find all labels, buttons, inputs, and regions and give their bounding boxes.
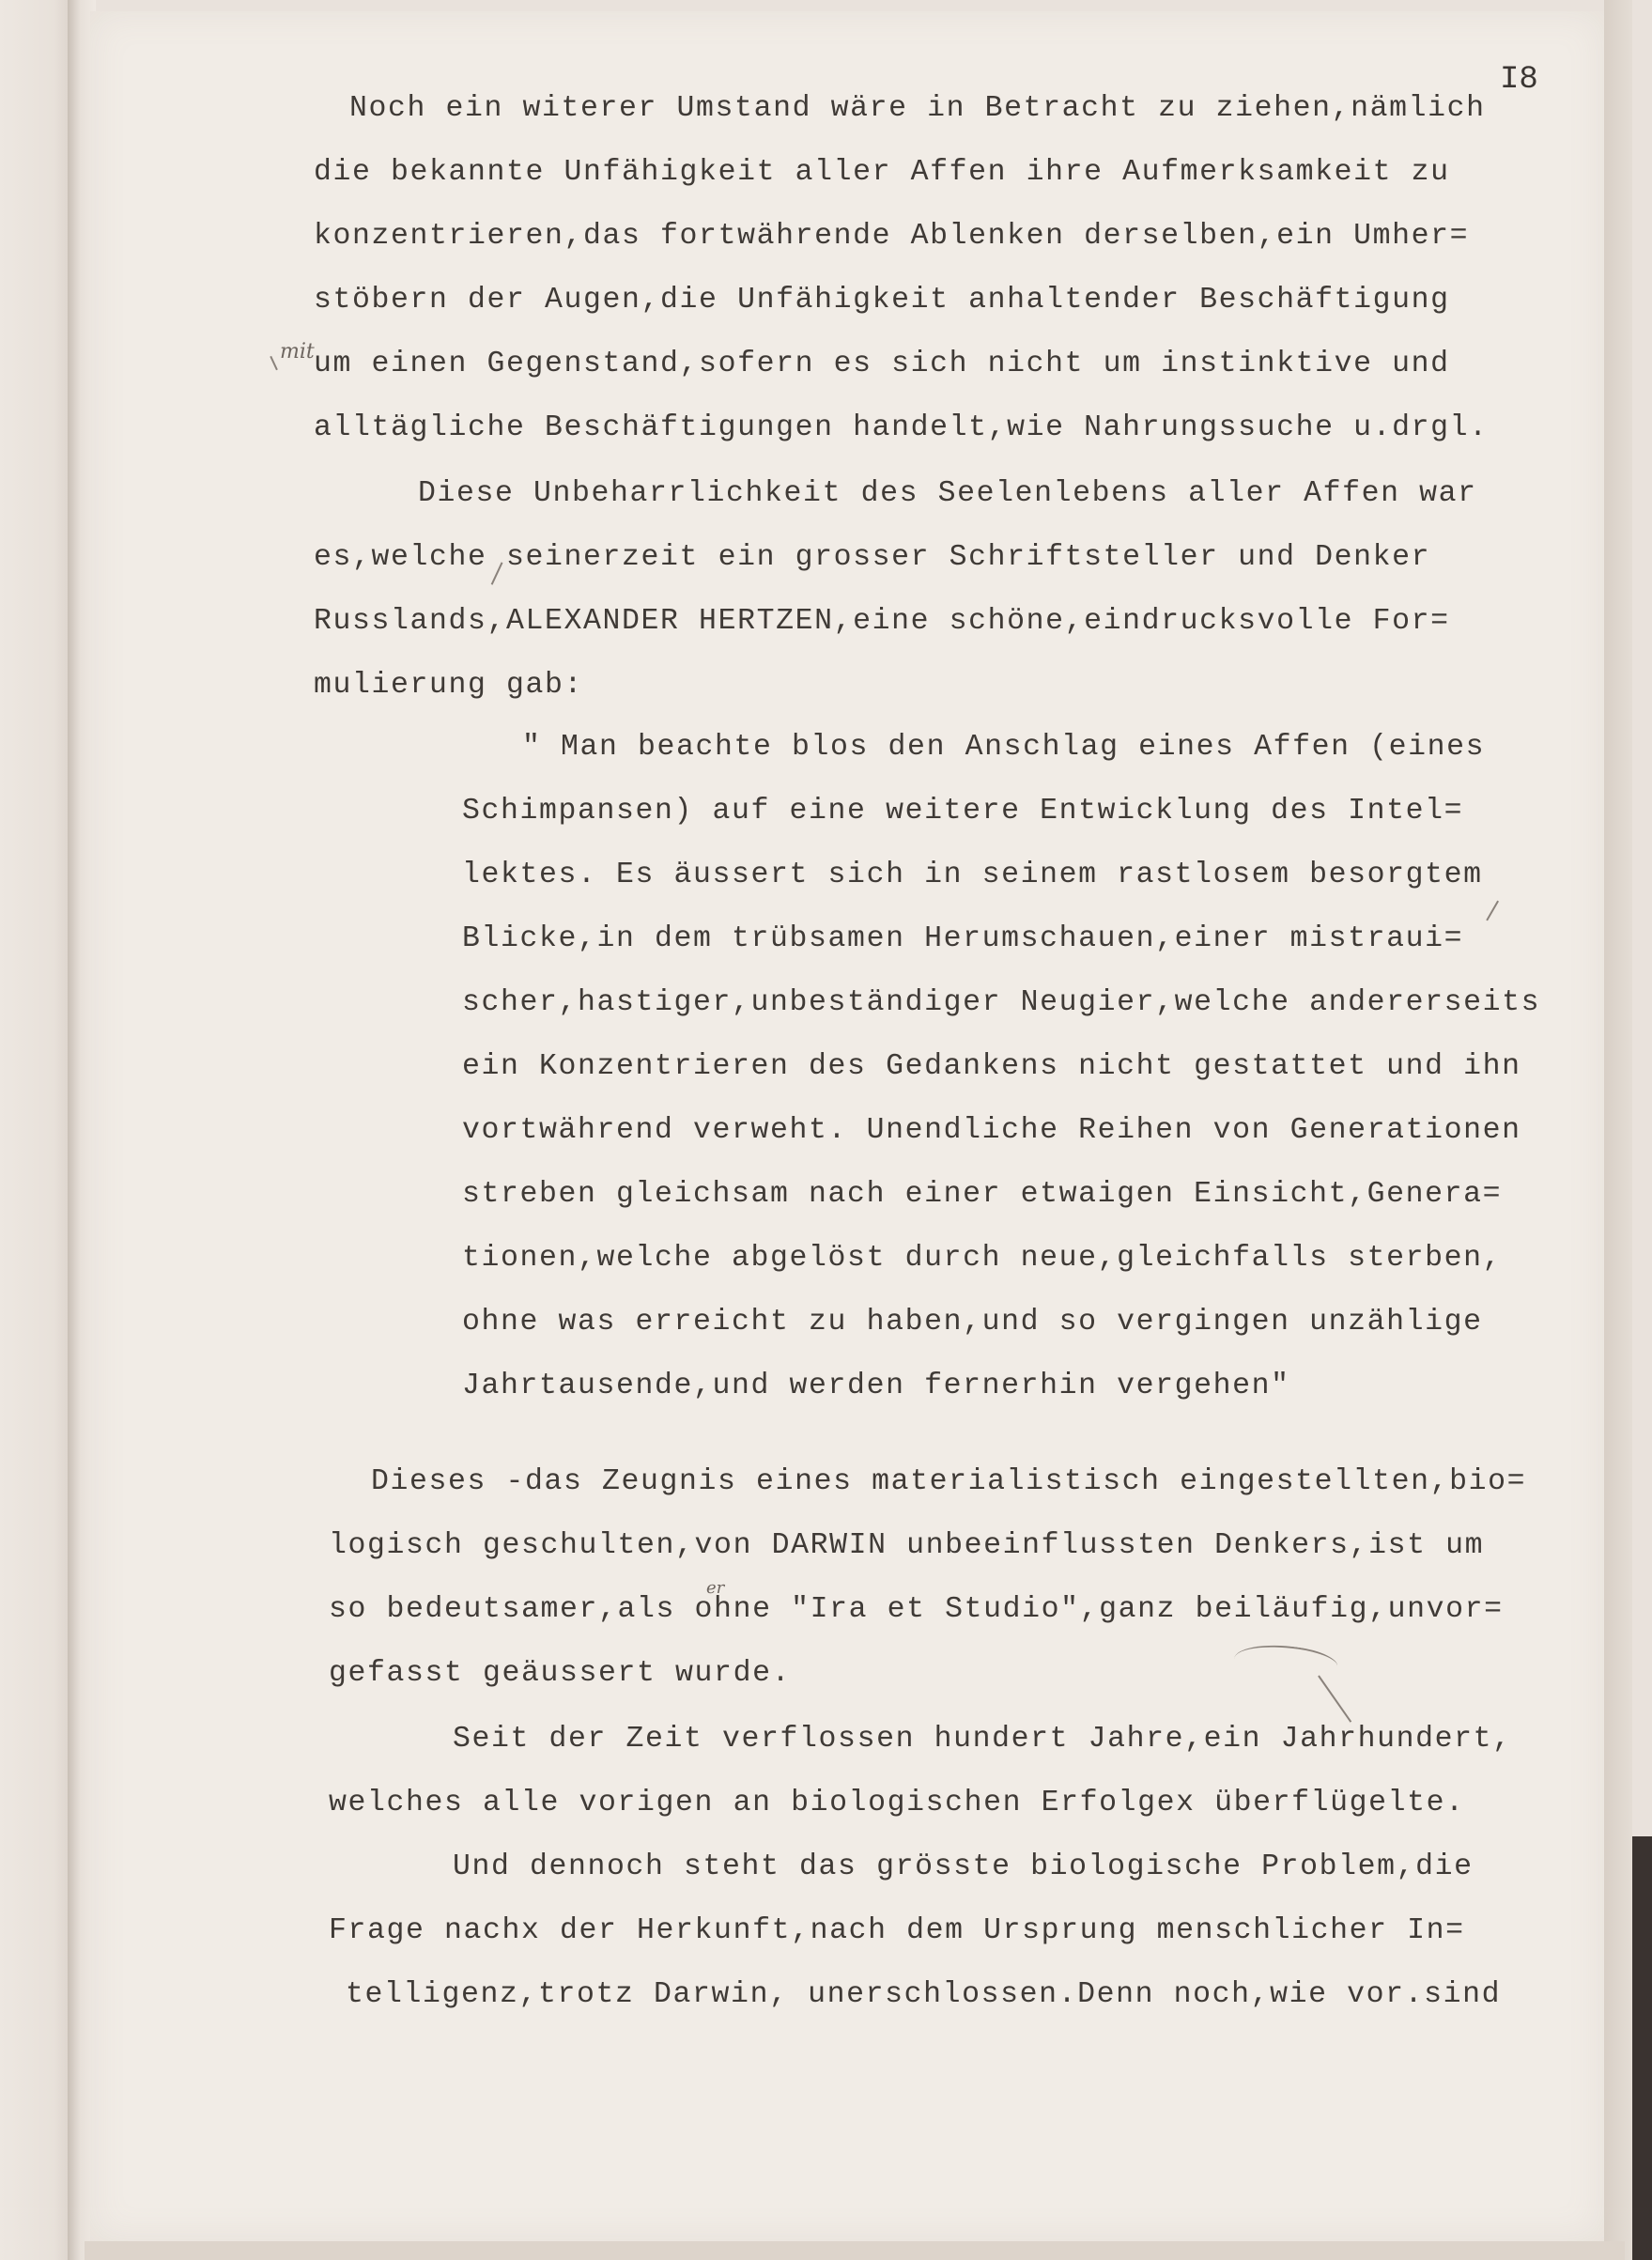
page-bottom-edge (85, 2241, 1625, 2260)
quote-line: scher,hastiger,unbeständiger Neugier,welche andererseits (462, 986, 1541, 1019)
quote-line: Schimpansen) auf eine weitere Entwicklung des Intel= (462, 795, 1464, 828)
quote-line: ohne was erreicht zu haben,und so vergingen unzählige (462, 1306, 1483, 1339)
text-line: stöbern der Augen,die Unfähigkeit anhaltender Beschäftigung (314, 284, 1450, 317)
text-line: Diese Unbeharrlichkeit des Seelenlebens aller Affen war (418, 477, 1477, 510)
text-line: konzentrieren,das fortwährende Ablenken derselben,ein Umher= (314, 220, 1470, 253)
text-line: es,welche seinerzeit ein grosser Schriftsteller und Denker (314, 541, 1431, 574)
facing-page-edge (0, 0, 77, 2260)
text-line: Noch ein witerer Umstand wäre in Betracht zu ziehen,nämlich (349, 92, 1486, 125)
quote-line: ein Konzentrieren des Gedankens nicht gestattet und ihn (462, 1050, 1521, 1083)
quote-line: Jahrtausende,und werden fernerhin vergehen" (462, 1370, 1290, 1402)
text-line: Und dennoch steht das grösste biologische Problem,die (453, 1850, 1474, 1883)
page-number: I8 (1500, 62, 1538, 98)
text-line: mulierung gab: (314, 669, 584, 702)
text-line: die bekannte Unfähigkeit aller Affen ihre Aufmerksamkeit zu (314, 156, 1450, 189)
text-line: gefasst geäussert wurde. (329, 1657, 792, 1690)
text-line: so bedeutsamer,als ohne "Ira et Studio",ganz beiläufig,unvor= (329, 1593, 1504, 1626)
quote-line: " Man beachte blos den Anschlag eines Affen (eines (522, 731, 1486, 764)
handwritten-insertion-mit: mit (280, 340, 315, 364)
text-line: Frage nachx der Herkunft,nach dem Ursprung menschlicher In= (329, 1914, 1465, 1947)
text-line: um einen Gegenstand,sofern es sich nicht um instinktive und (314, 348, 1450, 380)
handwritten-insertion-er: er (706, 1578, 725, 1598)
text-line: alltägliche Beschäftigungen handelt,wie Nahrungssuche u.drgl. (314, 411, 1489, 444)
quote-line: tionen,welche abgelöst durch neue,gleichfalls sterben, (462, 1242, 1503, 1275)
background-strip (1632, 1836, 1652, 2260)
quote-line: vortwährend verweht. Unendliche Reihen von Generationen (462, 1114, 1521, 1147)
quote-line: Blicke,in dem trübsamen Herumschauen,einer mistraui= (462, 922, 1464, 955)
quote-line: lektes. Es äussert sich in seinem rastlosem besorgtem (462, 859, 1483, 891)
page-right-edge (1604, 0, 1632, 2260)
text-line: telligenz,trotz Darwin, unerschlossen.Denn noch,wie vor.sind (346, 1978, 1502, 2011)
text-line: Dieses -das Zeugnis eines materialistisch eingestellten,bio= (371, 1465, 1527, 1498)
quote-line: streben gleichsam nach einer etwaigen Einsicht,Genera= (462, 1178, 1503, 1211)
text-line: Seit der Zeit verflossen hundert Jahre,ein Jahrhundert, (453, 1723, 1512, 1756)
text-line: Russlands,ALEXANDER HERTZEN,eine schöne,eindrucksvolle For= (314, 605, 1450, 638)
text-line: logisch geschulten,von DARWIN unbeeinflussten Denkers,ist um (329, 1529, 1485, 1562)
text-line: welches alle vorigen an biologischen Erfolgex überflügelte. (329, 1787, 1465, 1819)
